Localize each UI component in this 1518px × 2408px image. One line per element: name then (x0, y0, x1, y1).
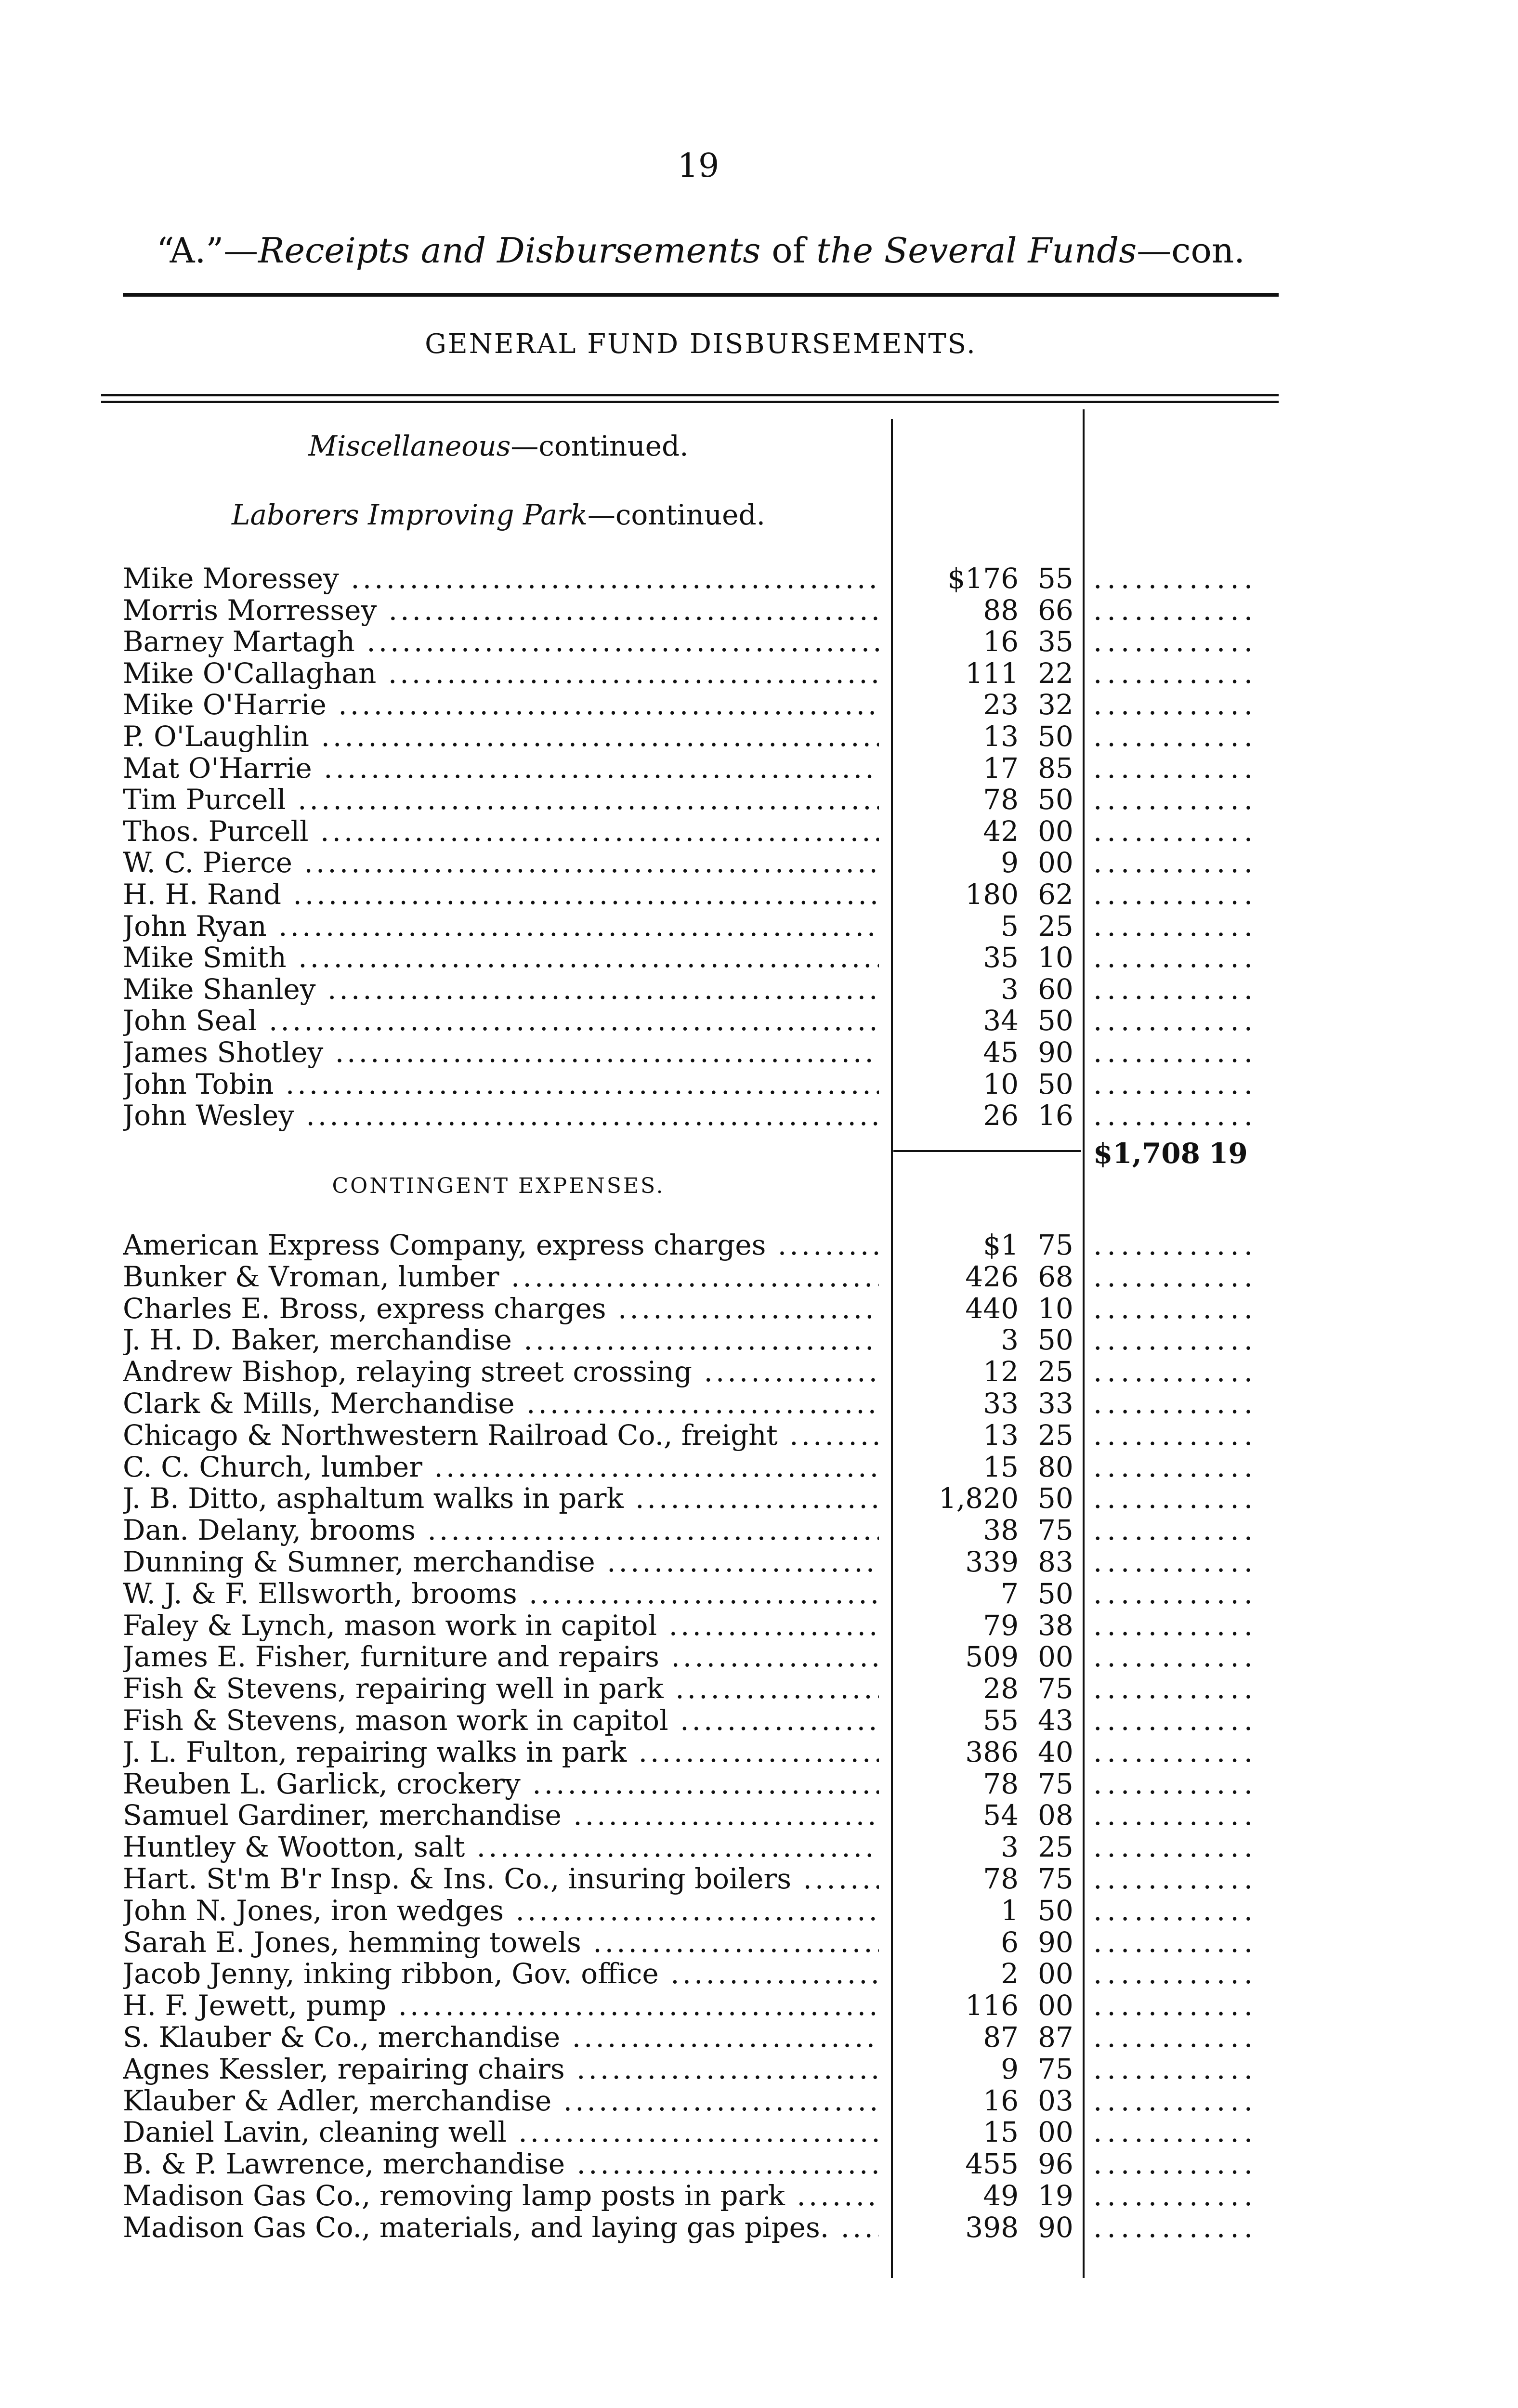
amount-dollars: 440 (965, 1292, 1019, 1325)
amount-dollars: 9 (1001, 846, 1019, 879)
payee-name: John Wesley ..... (123, 1099, 879, 1131)
amount-cents: 50 (1038, 1482, 1073, 1515)
payee-name: Jacob Jenny, inking ribbon, Gov. office ..... (123, 1958, 879, 1989)
payee-name: Faley & Lynch, mason work in capitol ..... (123, 1610, 879, 1641)
laborer-row (123, 847, 1279, 878)
amount-dollars: 509 (965, 1640, 1019, 1674)
heading-rule (123, 293, 1279, 297)
amount-cents: 62 (1038, 878, 1073, 911)
payee-name: H. H. Rand ..... (123, 878, 879, 910)
amount-cents: 50 (1038, 1894, 1073, 1927)
amount-dollars: 10 (983, 1067, 1019, 1100)
payee-name: James E. Fisher, furniture and repairs ..... (123, 1641, 879, 1673)
total-column-leader: ............ (1093, 752, 1258, 784)
expense-row (123, 1831, 1279, 1863)
expense-row (123, 1926, 1279, 1958)
amount-dollars: 3 (1001, 972, 1019, 1006)
expense-row (123, 1610, 1279, 1641)
payee-name: Mike Shanley ..... (123, 973, 879, 1005)
payee-name: W. J. & F. Ellsworth, brooms ..... (123, 1578, 879, 1610)
payee-name: John Seal ..... (123, 1005, 879, 1036)
expense-row (123, 1704, 1279, 1736)
amount-dollars: 78 (983, 1862, 1019, 1895)
amount-dollars: 87 (983, 2021, 1019, 2054)
amount-dollars: 35 (983, 941, 1019, 974)
payee-name: John Tobin ..... (123, 1068, 879, 1100)
laborers-subtitle-italic: Laborers Improving Park (231, 498, 588, 531)
amount-cents: 00 (1038, 846, 1073, 879)
laborers-subtitle-rest: —continued. (587, 498, 766, 531)
amount-dollars: 13 (983, 1418, 1019, 1452)
amount-cents: 38 (1038, 1609, 1073, 1642)
amount-cents: 50 (1038, 1067, 1073, 1100)
amount-dollars: 15 (983, 1450, 1019, 1483)
payee-name: J. L. Fulton, repairing walks in park ..... (123, 1736, 879, 1768)
laborer-row (123, 752, 1279, 784)
total-column-leader: ............ (1093, 1260, 1258, 1293)
misc-subtitle-rest: —continued. (510, 430, 689, 462)
amount-cents: 43 (1038, 1704, 1073, 1737)
amount-dollars: 78 (983, 1767, 1019, 1800)
amount-dollars: 9 (1001, 2052, 1019, 2085)
total-column-leader: ............ (1093, 1736, 1258, 1768)
expense-row (123, 2085, 1279, 2117)
payee-name: W. C. Pierce ..... (123, 847, 879, 878)
payee-name: American Express Company, express charges ..... (123, 1229, 879, 1261)
laborers-subtotal-rule (893, 1150, 1081, 1152)
amount-dollars: 34 (983, 1004, 1019, 1037)
heading-middle: of (760, 230, 817, 271)
amount-dollars: 16 (983, 2084, 1019, 2117)
amount-dollars: 26 (983, 1099, 1019, 1132)
payee-name: Agnes Kessler, repairing chairs ..... (123, 2053, 879, 2085)
total-column-leader: ............ (1093, 1546, 1258, 1578)
expense-row (123, 1895, 1279, 1926)
payee-name: Clark & Mills, Merchandise ..... (123, 1387, 879, 1419)
total-column-leader: ............ (1093, 720, 1258, 752)
laborers-subtitle (123, 498, 874, 531)
laborers-total-dollars: $1,708 (1093, 1137, 1200, 1170)
expense-row (123, 1578, 1279, 1610)
expense-row (123, 1546, 1279, 1578)
total-column-leader: ............ (1093, 2084, 1258, 2117)
amount-dollars: 7 (1001, 1577, 1019, 1610)
amount-cents: 75 (1038, 1229, 1073, 1261)
amount-cents: 50 (1038, 720, 1073, 753)
total-column-leader: ............ (1093, 1863, 1258, 1895)
payee-name: John Ryan ..... (123, 910, 879, 942)
amount-dollars: 16 (983, 625, 1019, 658)
heading-title-part-2: the Several Funds (816, 230, 1137, 271)
payee-name: S. Klauber & Co., merchandise ..... (123, 2021, 879, 2053)
heading-title-part-1: Receipts and Disbursements (258, 230, 761, 271)
total-column-leader: ............ (1093, 1324, 1258, 1356)
total-column-leader: ............ (1093, 784, 1258, 816)
amount-dollars: 28 (983, 1672, 1019, 1705)
total-column-leader: ............ (1093, 1831, 1258, 1863)
amount-cents: 35 (1038, 625, 1073, 658)
payee-name: John N. Jones, iron wedges ..... (123, 1895, 879, 1926)
payee-name: Hart. St'm B'r Insp. & Ins. Co., insuring boilers ..... (123, 1863, 879, 1895)
total-column-leader: ............ (1093, 2021, 1258, 2053)
total-column-leader: ............ (1093, 1356, 1258, 1388)
total-column-leader: ............ (1093, 1609, 1258, 1641)
payee-name: Thos. Purcell ..... (123, 815, 879, 847)
section-double-rule-top (101, 394, 1279, 396)
expense-row (123, 1387, 1279, 1419)
total-column-leader: ............ (1093, 1673, 1258, 1705)
amount-cents: 10 (1038, 941, 1073, 974)
amount-dollars: 42 (983, 814, 1019, 848)
payee-name: Dunning & Sumner, merchandise ..... (123, 1546, 879, 1578)
laborer-row (123, 720, 1279, 752)
laborer-row (123, 1005, 1279, 1036)
amount-dollars: 2 (1001, 1957, 1019, 1990)
amount-cents: 25 (1038, 1418, 1073, 1452)
total-column-leader: ............ (1093, 847, 1258, 879)
amount-cents: 50 (1038, 1323, 1073, 1357)
amount-cents: 25 (1038, 1831, 1073, 1864)
amount-dollars: 1 (1001, 1894, 1019, 1927)
payee-name: Tim Purcell ..... (123, 784, 879, 815)
amount-cents: 75 (1038, 1672, 1073, 1705)
total-column-leader: ............ (1093, 2116, 1258, 2148)
expense-row (123, 1989, 1279, 2021)
amount-dollars: 13 (983, 720, 1019, 753)
payee-name: Daniel Lavin, cleaning well ..... (123, 2116, 879, 2148)
laborer-row (123, 689, 1279, 720)
amount-dollars: 12 (983, 1355, 1019, 1388)
total-column-leader: ............ (1093, 1514, 1258, 1546)
expense-row (123, 1293, 1279, 1324)
amount-cents: 66 (1038, 593, 1073, 627)
expense-row (123, 2021, 1279, 2053)
amount-cents: 83 (1038, 1545, 1073, 1578)
amount-cents: 50 (1038, 1577, 1073, 1610)
laborer-row (123, 594, 1279, 626)
total-column-leader: ............ (1093, 1704, 1258, 1736)
payee-name: H. F. Jewett, pump ..... (123, 1989, 879, 2021)
amount-cents: 55 (1038, 562, 1073, 595)
amount-dollars: 426 (965, 1260, 1019, 1293)
payee-name: Dan. Delany, brooms ..... (123, 1514, 879, 1546)
laborer-row (123, 942, 1279, 973)
laborer-row (123, 563, 1279, 594)
amount-cents: 87 (1038, 2021, 1073, 2054)
total-column-leader: ............ (1093, 594, 1258, 626)
amount-dollars: 339 (965, 1545, 1019, 1578)
section-double-rule-bottom (101, 401, 1279, 403)
total-column-leader: ............ (1093, 1989, 1258, 2022)
expense-row (123, 2180, 1279, 2212)
total-column-leader: ............ (1093, 1799, 1258, 1832)
payee-name: Madison Gas Co., removing lamp posts in park ..... (123, 2180, 879, 2212)
expense-row (123, 2148, 1279, 2180)
total-column-leader: ............ (1093, 1387, 1258, 1419)
laborer-row (123, 815, 1279, 847)
payee-name: Samuel Gardiner, merchandise ..... (123, 1799, 879, 1831)
total-column-leader: ............ (1093, 563, 1258, 594)
amount-cents: 22 (1038, 656, 1073, 690)
payee-name: Fish & Stevens, mason work in capitol ..... (123, 1704, 879, 1736)
expense-row (123, 1419, 1279, 1451)
payee-name: C. C. Church, lumber ..... (123, 1451, 879, 1483)
laborer-row (123, 1036, 1279, 1068)
laborers-total-cents: 19 (1208, 1137, 1248, 1170)
payee-name: Bunker & Vroman, lumber ..... (123, 1261, 879, 1293)
amount-dollars: 6 (1001, 1925, 1019, 1959)
payee-name: Mat O'Harrie ..... (123, 752, 879, 784)
payee-name: Fish & Stevens, repairing well in park ..... (123, 1673, 879, 1704)
amount-dollars: 116 (965, 1989, 1019, 2022)
expense-row (123, 1324, 1279, 1356)
total-column-leader: ............ (1093, 626, 1258, 658)
amount-cents: 75 (1038, 1767, 1073, 1800)
amount-dollars: 55 (983, 1704, 1019, 1737)
amount-dollars: 38 (983, 1514, 1019, 1547)
total-column-leader: ............ (1093, 657, 1258, 689)
amount-cents: 00 (1038, 1640, 1073, 1674)
amount-cents: 90 (1038, 1925, 1073, 1959)
expense-row (123, 1514, 1279, 1546)
amount-dollars: 3 (1001, 1323, 1019, 1357)
expense-row (123, 1641, 1279, 1673)
laborer-row (123, 910, 1279, 942)
total-column-leader: ............ (1093, 2211, 1258, 2243)
amount-cents: 50 (1038, 783, 1073, 816)
laborer-row (123, 657, 1279, 689)
laborer-row (123, 626, 1279, 657)
section-title: GENERAL FUND DISBURSEMENTS. (425, 328, 977, 360)
amount-dollars: 45 (983, 1036, 1019, 1069)
heading-suffix: —con. (1137, 230, 1245, 271)
amount-dollars: 455 (965, 2147, 1019, 2181)
total-column-leader: ............ (1093, 1926, 1258, 1958)
amount-dollars: 180 (965, 878, 1019, 911)
amount-dollars: 49 (983, 2179, 1019, 2212)
expense-row (123, 1451, 1279, 1483)
amount-dollars: $1 (983, 1229, 1019, 1261)
amount-cents: 32 (1038, 688, 1073, 721)
total-column-leader: ............ (1093, 1577, 1258, 1610)
payee-name: J. B. Ditto, asphaltum walks in park ..... (123, 1482, 879, 1514)
amount-dollars: 78 (983, 783, 1019, 816)
amount-dollars: 386 (965, 1735, 1019, 1768)
amount-dollars: 5 (1001, 909, 1019, 942)
amount-cents: 90 (1038, 2211, 1073, 2244)
payee-name: B. & P. Lawrence, merchandise ..... (123, 2148, 879, 2180)
amount-dollars: 398 (965, 2211, 1019, 2244)
page-heading (123, 230, 1279, 271)
amount-cents: 25 (1038, 1355, 1073, 1388)
laborer-row (123, 1068, 1279, 1100)
payee-name: Madison Gas Co., materials, and laying gas pipes. ..... (123, 2212, 879, 2243)
contingent-heading: CONTINGENT EXPENSES. (332, 1174, 665, 1198)
amount-cents: 00 (1038, 814, 1073, 848)
total-column-leader: ............ (1093, 973, 1258, 1005)
payee-name: Mike O'Harrie ..... (123, 689, 879, 720)
amount-cents: 10 (1038, 1292, 1073, 1325)
total-column-leader: ............ (1093, 1099, 1258, 1132)
laborer-row (123, 1099, 1279, 1131)
total-column-leader: ............ (1093, 1005, 1258, 1037)
total-column-leader: ............ (1093, 1451, 1258, 1483)
total-column-leader: ............ (1093, 1292, 1258, 1324)
amount-dollars: 88 (983, 593, 1019, 627)
amount-cents: 00 (1038, 2116, 1073, 2149)
payee-name: Klauber & Adler, merchandise ..... (123, 2085, 879, 2117)
expense-row (123, 2212, 1279, 2243)
amount-dollars: 3 (1001, 1831, 1019, 1864)
amount-dollars: 15 (983, 2116, 1019, 2149)
payee-name: P. O'Laughlin ..... (123, 720, 879, 752)
laborer-row (123, 973, 1279, 1005)
heading-prefix: “A.”— (156, 230, 259, 271)
payee-name: Mike Moressey ..... (123, 563, 879, 594)
total-column-leader: ............ (1093, 1229, 1258, 1261)
payee-name: Huntley & Wootton, salt ..... (123, 1831, 879, 1863)
expense-row (123, 1356, 1279, 1387)
total-column-leader: ............ (1093, 2180, 1258, 2212)
amount-cents: 19 (1038, 2179, 1073, 2212)
amount-dollars: 54 (983, 1799, 1019, 1832)
misc-subtitle-italic: Miscellaneous (308, 430, 511, 462)
amount-cents: 96 (1038, 2147, 1073, 2181)
expense-row (123, 1768, 1279, 1800)
total-column-leader: ............ (1093, 2148, 1258, 2180)
amount-cents: 00 (1038, 1957, 1073, 1990)
expense-row (123, 1482, 1279, 1514)
expense-row (123, 1736, 1279, 1768)
total-column-leader: ............ (1093, 1482, 1258, 1515)
amount-cents: 25 (1038, 909, 1073, 942)
total-column-leader: ............ (1093, 878, 1258, 910)
amount-dollars: $176 (947, 562, 1019, 595)
total-column-leader: ............ (1093, 1958, 1258, 1990)
total-column-leader: ............ (1093, 1767, 1258, 1800)
expense-row (123, 1261, 1279, 1293)
amount-cents: 33 (1038, 1387, 1073, 1420)
payee-name: Chicago & Northwestern Railroad Co., freight ..... (123, 1419, 879, 1451)
amount-cents: 80 (1038, 1450, 1073, 1483)
payee-name: Charles E. Bross, express charges ..... (123, 1293, 879, 1324)
total-column-leader: ............ (1093, 1068, 1258, 1100)
expense-row (123, 2116, 1279, 2148)
amount-cents: 85 (1038, 751, 1073, 785)
laborer-row (123, 784, 1279, 815)
amount-cents: 75 (1038, 1862, 1073, 1895)
amount-dollars: 111 (965, 656, 1019, 690)
total-column-leader: ............ (1093, 910, 1258, 942)
amount-cents: 00 (1038, 1989, 1073, 2022)
total-column-leader: ............ (1093, 1036, 1258, 1068)
misc-subtitle (123, 430, 874, 462)
total-column-leader: ............ (1093, 689, 1258, 721)
payee-name: Morris Morressey ..... (123, 594, 879, 626)
total-column-leader: ............ (1093, 1894, 1258, 1926)
payee-name: James Shotley ..... (123, 1036, 879, 1068)
payee-name: Andrew Bishop, relaying street crossing ..... (123, 1356, 879, 1387)
payee-name: Sarah E. Jones, hemming towels ..... (123, 1926, 879, 1958)
laborers-total (1093, 1137, 1286, 1170)
amount-dollars: 17 (983, 751, 1019, 785)
payee-name: Reuben L. Garlick, crockery ..... (123, 1768, 879, 1800)
laborer-row (123, 878, 1279, 910)
amount-dollars: 79 (983, 1609, 1019, 1642)
amount-cents: 50 (1038, 1004, 1073, 1037)
amount-dollars: 23 (983, 688, 1019, 721)
amount-cents: 60 (1038, 972, 1073, 1006)
amount-cents: 68 (1038, 1260, 1073, 1293)
amount-cents: 75 (1038, 2052, 1073, 2085)
expense-row (123, 1958, 1279, 1989)
amount-cents: 75 (1038, 1514, 1073, 1547)
amount-cents: 16 (1038, 1099, 1073, 1132)
expense-row (123, 1799, 1279, 1831)
amount-cents: 90 (1038, 1036, 1073, 1069)
payee-name: Mike Smith ..... (123, 942, 879, 973)
amount-cents: 03 (1038, 2084, 1073, 2117)
total-column-leader: ............ (1093, 1641, 1258, 1673)
payee-name: Barney Martagh ..... (123, 626, 879, 657)
expense-row (123, 2053, 1279, 2085)
expense-row (123, 1673, 1279, 1704)
expense-row (123, 1863, 1279, 1895)
amount-dollars: 1,820 (938, 1482, 1019, 1515)
total-column-leader: ............ (1093, 2053, 1258, 2085)
payee-name: J. H. D. Baker, merchandise ..... (123, 1324, 879, 1356)
total-column-leader: ............ (1093, 942, 1258, 974)
total-column-leader: ............ (1093, 815, 1258, 847)
amount-dollars: 33 (983, 1387, 1019, 1420)
payee-name: Mike O'Callaghan ..... (123, 657, 879, 689)
expense-row (123, 1229, 1279, 1261)
amount-cents: 08 (1038, 1799, 1073, 1832)
total-column-leader: ............ (1093, 1419, 1258, 1451)
page-number: 19 (677, 147, 720, 185)
amount-cents: 40 (1038, 1735, 1073, 1768)
